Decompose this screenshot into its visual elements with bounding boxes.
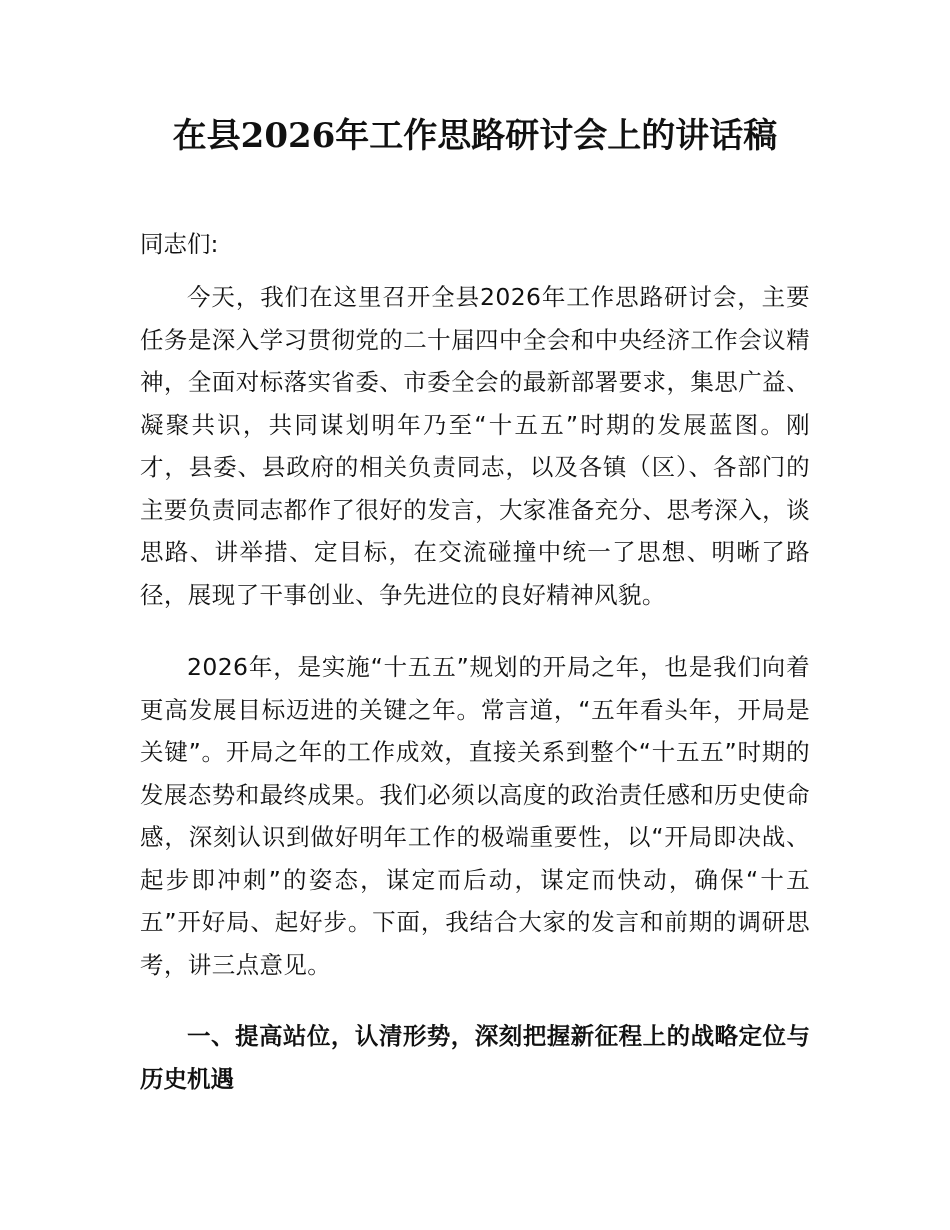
document-title: 在县2026年工作思路研讨会上的讲话稿 — [172, 116, 778, 156]
section-heading-1: 一、提高站位，认清形势，深刻把握新征程上的战略定位与历史机遇 — [140, 1022, 810, 1093]
salutation: 同志们: — [140, 230, 219, 258]
paragraph-context: 2026年，是实施“十五五”规划的开局之年，也是我们向着更高发展目标迈进的关键之年。常言道，“五年看头年，开局是关键”。开局之年的工作成效，直接关系到整个“十五五”时期的发展态势和最终成果。我们必须以高度的政治责任感和历史使命感，深刻认识到做好明年工作的极端重要性，以“开局即决战、起步即冲刺”的姿态，谋定而后动，谋定而快动，确保“十五五”开好局、起好步。下面，我结合大家的发言和前期的调研思考，讲三点意见。 — [140, 653, 810, 979]
paragraph-opening: 今天，我们在这里召开全县2026年工作思路研讨会，主要任务是深入学习贯彻党的二十届四中全会和中央经济工作会议精神，全面对标落实省委、市委全会的最新部署要求，集思广益、凝聚共识，共同谋划明年乃至“十五五”时期的发展蓝图。刚才，县委、县政府的相关负责同志，以及各镇（区）、各部门的主要负责同志都作了很好的发言，大家准备充分、思考深入，谈思路、讲举措、定目标，在交流碰撞中统一了思想、明晰了路径，展现了干事创业、争先进位的良好精神风貌。 — [140, 283, 810, 609]
